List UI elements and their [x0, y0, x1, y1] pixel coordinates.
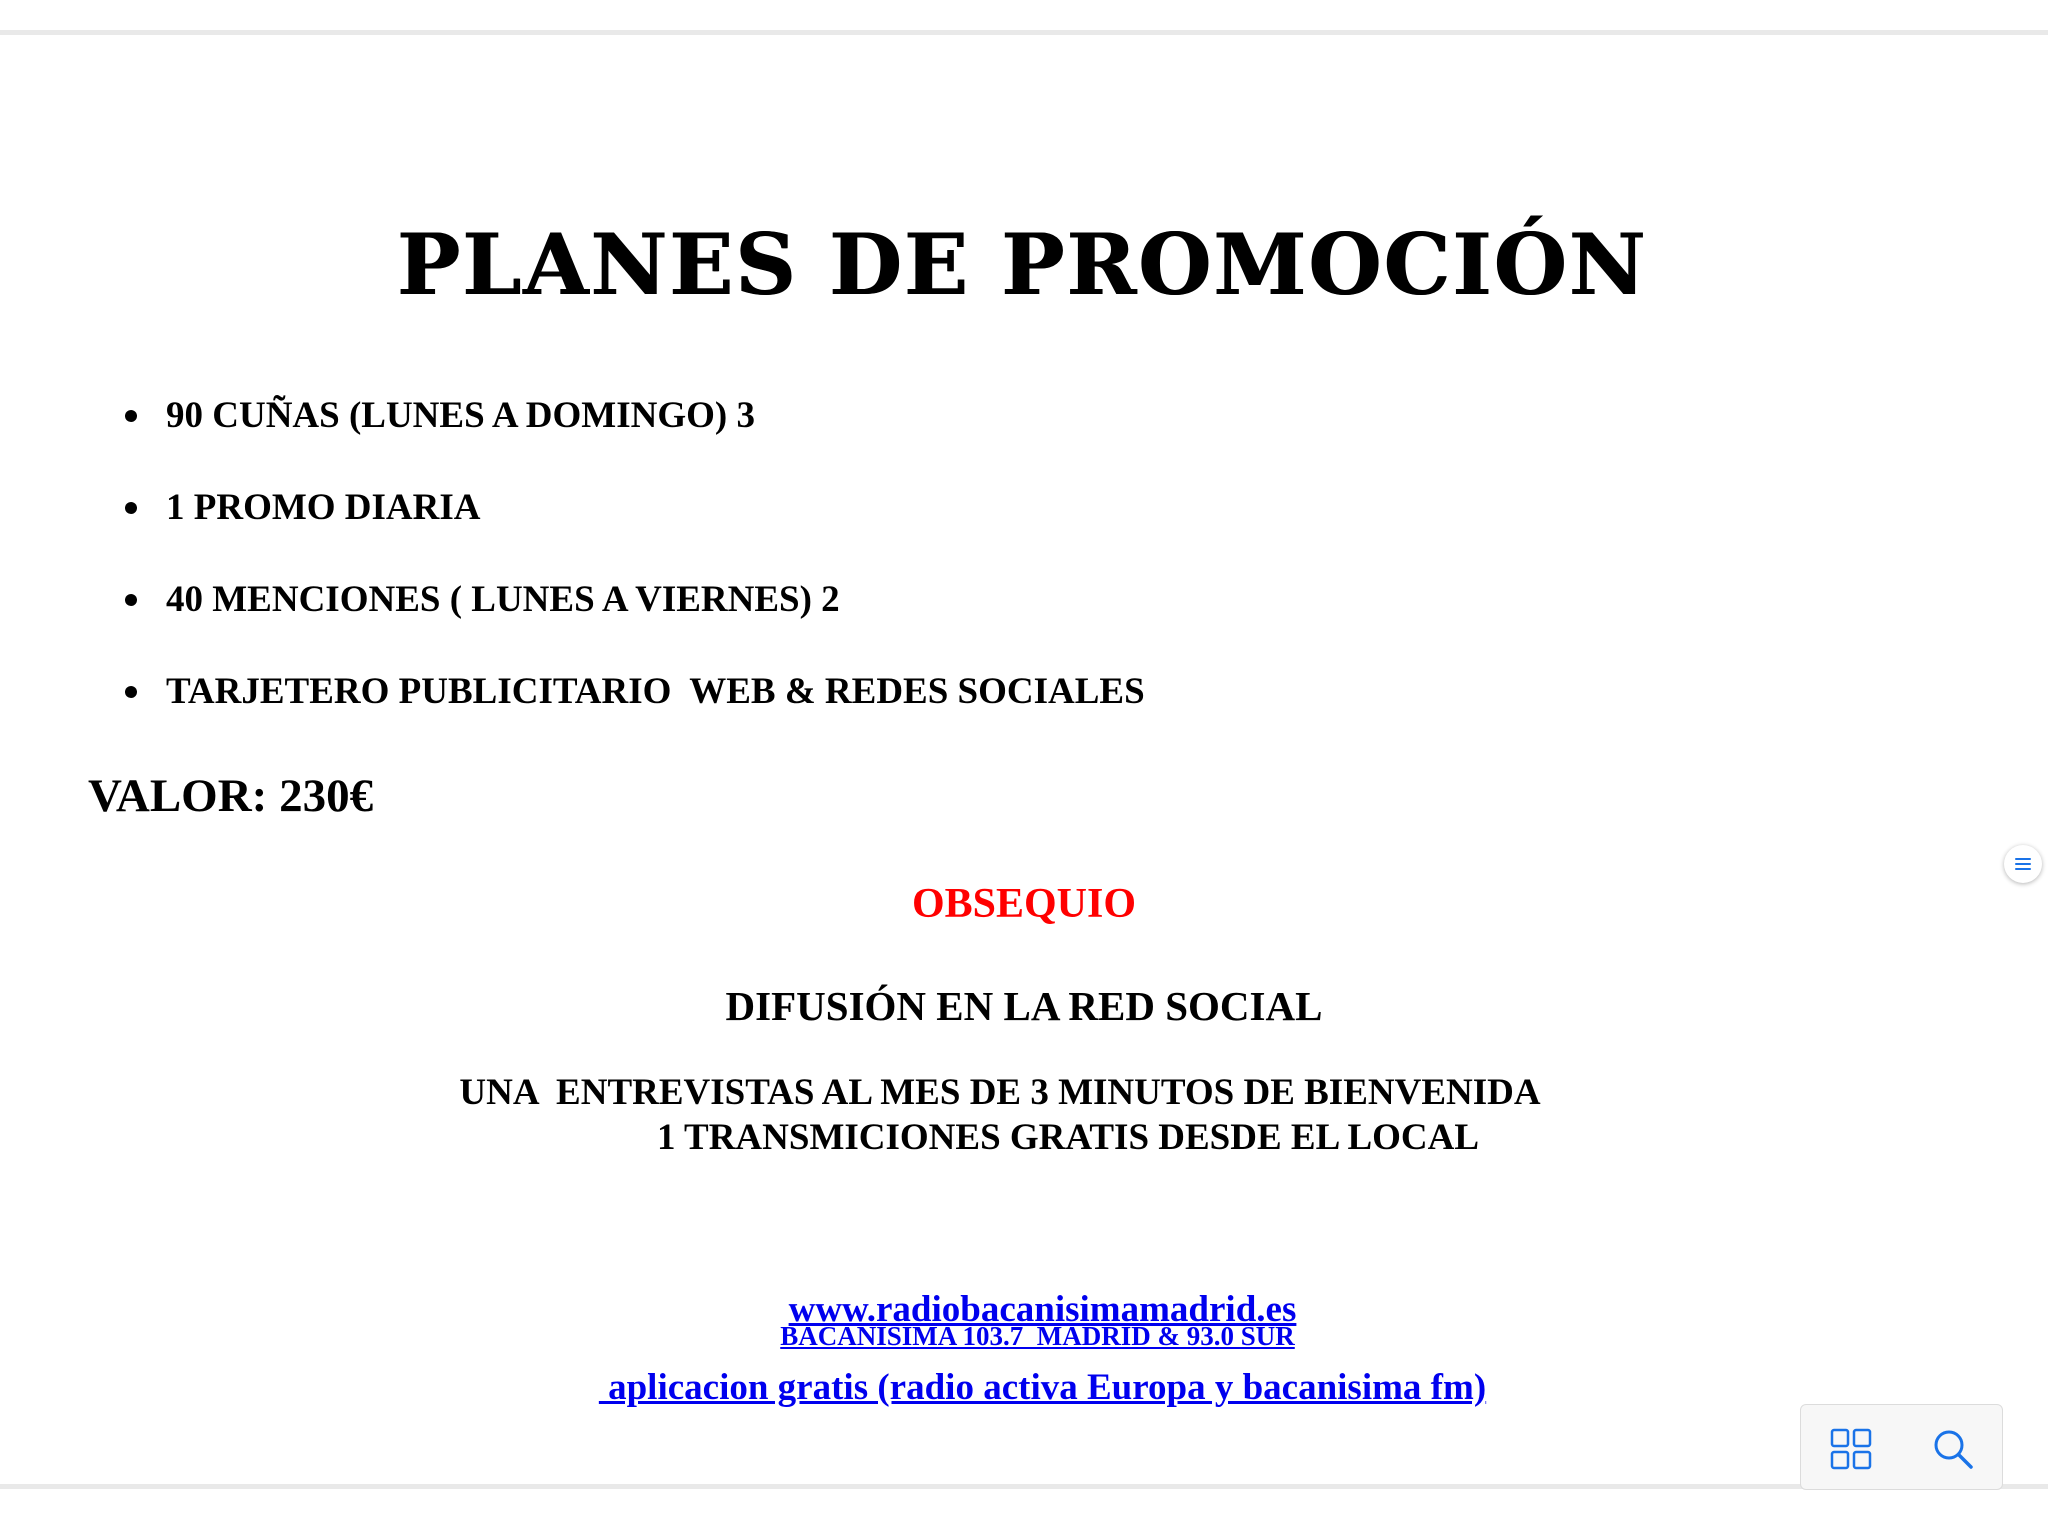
page-bottom-edge: [0, 1484, 2048, 1489]
website-link[interactable]: www.radiobacanisimamadrid.es: [788, 1289, 1297, 1330]
promo-bullet-list: [120, 392, 1420, 760]
gift-heading: OBSEQUIO: [911, 881, 1137, 927]
social-diffusion-text: DIFUSIÓN EN LA RED SOCIAL: [725, 983, 1323, 1029]
bullet-icon: [125, 410, 137, 422]
search-button[interactable]: [1929, 1425, 1977, 1473]
bullet-text: 1 PROMO DIARIA: [166, 487, 481, 528]
bullet-icon: [125, 502, 137, 514]
interviews-text: UNA ENTREVISTAS AL MES DE 3 MINUTOS DE BIENVENIDA: [459, 1072, 1541, 1113]
search-icon: [1931, 1427, 1975, 1471]
page-title: PLANES DE PROMOCIÓN: [396, 215, 1648, 314]
side-panel-handle[interactable]: [2004, 845, 2042, 883]
station-link[interactable]: BACANISIMA 103.7 MADRID & 93.0 SUR: [780, 1321, 1295, 1351]
list-item: [120, 576, 1420, 668]
list-item: [120, 484, 1420, 576]
grid-view-button[interactable]: [1827, 1425, 1875, 1473]
bullet-text: 40 MENCIONES ( LUNES A VIERNES) 2: [166, 579, 840, 620]
bullet-text: TARJETERO PUBLICITARIO WEB & REDES SOCIALES: [166, 671, 1145, 712]
app-link[interactable]: aplicacion gratis (radio activa Europa y bacanisima fm): [598, 1367, 1487, 1408]
viewer-toolbar: [1800, 1404, 2003, 1490]
bullet-text: 90 CUÑAS (LUNES A DOMINGO) 3: [166, 395, 755, 436]
app-link-line: [0, 1323, 2048, 1452]
transmissions-text: 1 TRANSMICIONES GRATIS DESDE EL LOCAL: [656, 1117, 1480, 1158]
price-label: VALOR: 230€: [88, 770, 374, 822]
bullet-icon: [125, 686, 137, 698]
grid-view-icon: [1829, 1427, 1873, 1471]
list-item: [120, 668, 1420, 760]
bullet-icon: [125, 594, 137, 606]
menu-lines-icon: [2013, 854, 2033, 874]
list-item: [120, 392, 1420, 484]
